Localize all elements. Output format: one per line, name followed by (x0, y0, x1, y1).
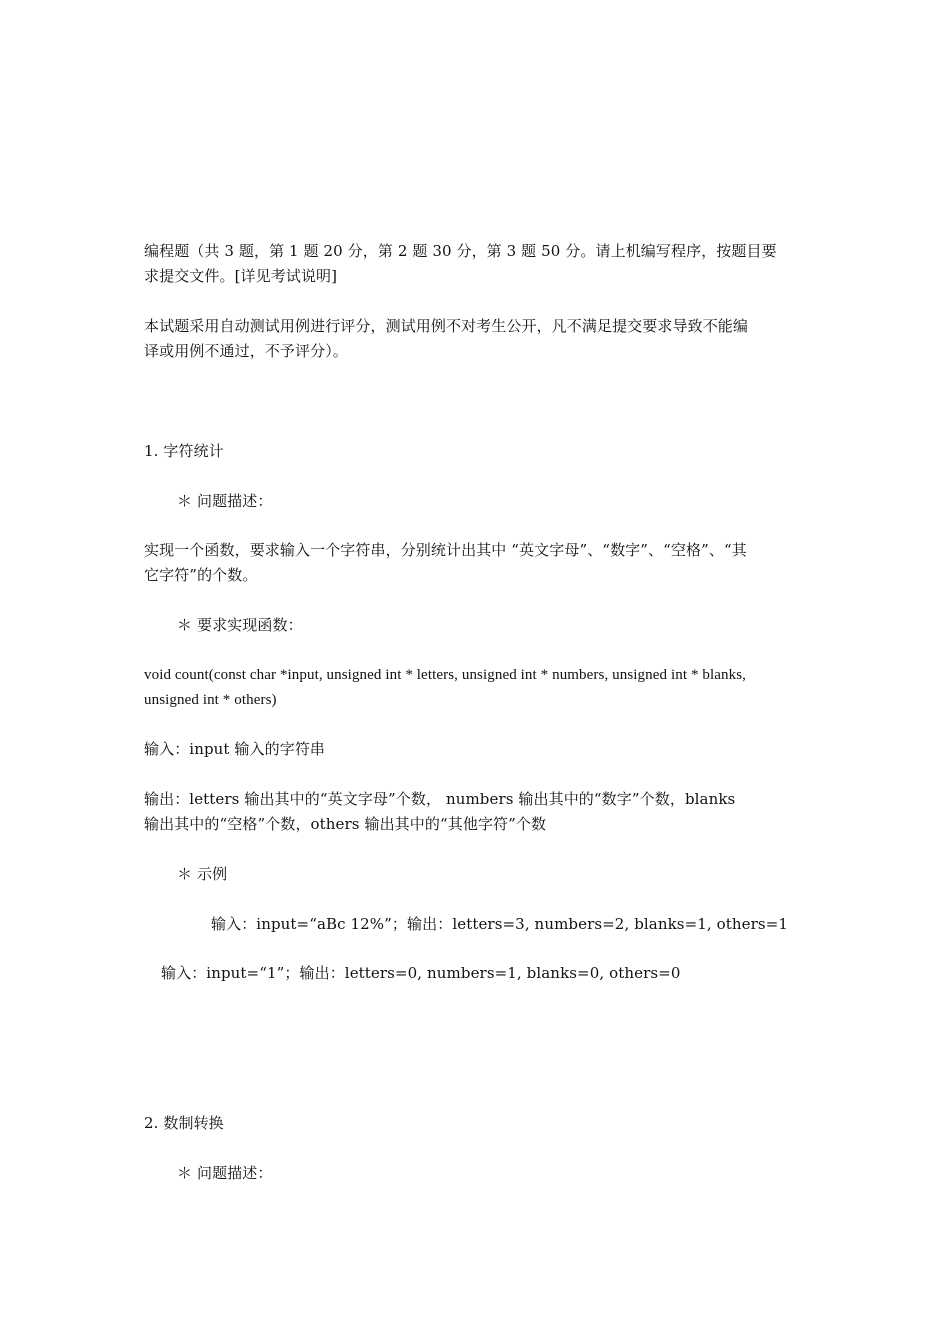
q1-func-heading: ＊ 要求实现函数： (177, 616, 303, 634)
q1-signature-line-2: unsigned int * others) (144, 692, 277, 708)
q1-output-line-2: 输出其中的“空格”个数，others 输出其中的“其他字符”个数 (144, 815, 547, 833)
q1-signature-line-1: void count(const char *input, unsigned int * letters, unsigned int * numbers, unsigned int * blanks, (144, 667, 747, 683)
q1-example-1: 输入：input=“aBc 12%”；输出：letters=3, numbers=2, blanks=1, others=1 (211, 915, 789, 933)
q2-title: 2. 数制转换 (144, 1114, 224, 1132)
q1-input-line: 输入：input 输入的字符串 (144, 740, 326, 758)
q1-example-2: 输入：input=“1”；输出：letters=0, numbers=1, blanks=0, others=0 (161, 964, 681, 982)
q1-title: 1. 字符统计 (144, 442, 224, 460)
intro-line-2: 求提交文件。[详见考试说明] (144, 267, 338, 285)
q1-desc-line-2: 它字符”的个数。 (144, 566, 258, 584)
q1-output-line-1: 输出：letters 输出其中的“英文字母”个数， numbers 输出其中的“数字”个数，blanks (144, 790, 736, 808)
q2-desc-heading: ＊ 问题描述： (177, 1164, 273, 1182)
intro-line-4: 译或用例不通过，不予评分）。 (144, 342, 348, 360)
intro-line-3: 本试题采用自动测试用例进行评分，测试用例不对考生公开，凡不满足提交要求导致不能编 (144, 317, 749, 335)
q1-desc-heading: ＊ 问题描述： (177, 492, 273, 510)
q1-desc-line-1: 实现一个函数，要求输入一个字符串，分别统计出其中 “英文字母”、“数字”、“空格”、“其 (144, 541, 747, 559)
intro-line-1: 编程题（共 3 题，第 1 题 20 分，第 2 题 30 分，第 3 题 50 分。请上机编写程序，按题目要 (144, 242, 777, 260)
q1-example-heading: ＊ 示例 (177, 865, 228, 883)
